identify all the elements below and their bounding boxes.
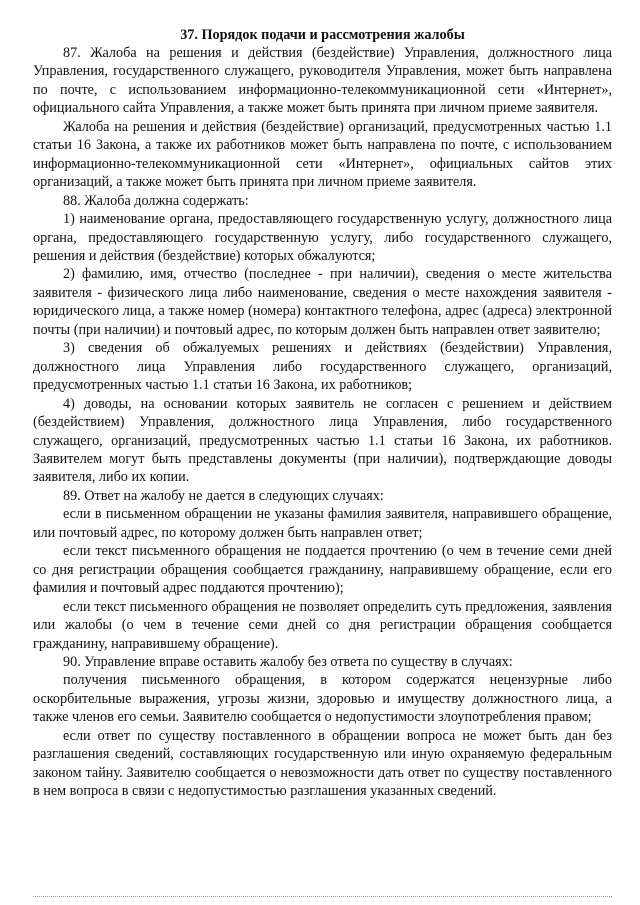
paragraph-89-case-3: если текст письменного обращения не позволяет определить суть предложения, заявления или жалобы (о чем в течение семи дней со дня регистрации обращения сообщается гражданину, направившему обращение).: [33, 598, 612, 652]
paragraph-90: 90. Управление вправе оставить жалобу без ответа по существу в случаях:: [63, 653, 513, 670]
paragraph-88-item-1: 1) наименование органа, предоставляющего государственную услугу, должностного лица органа, предоставляющего государственную услугу, либо государственного служащего, решения и действия (бездействие) которых обжалуются;: [33, 211, 612, 264]
paragraph-88-item-4: 4) доводы, на основании которых заявитель не согласен с решением и действием (бездействием) Управления, должностного лица Управления, либо государственного служащего, организаций, предусмотренных частью 1.1 статьи 16 Закона, их работников. Заявителем могут быть представлены документы (при наличии), подтверждающие доводы заявителя, либо их копии.: [33, 395, 612, 486]
paragraph-87: 87. Жалоба на решения и действия (бездействие) Управления, должностного лица Управления, государственного служащего, руководителя Управления, может быть направлена по почте, с использованием информационно-телекоммуникационной сети «Интернет», официального сайта Управления, а также может быть принята при личном приеме заявителя.: [33, 45, 612, 117]
paragraph-87-organizations: Жалоба на решения и действия (бездействие) организаций, предусмотренных частью 1.1 статьи 16 Закона, а также их работников может быть направлена по почте, с использованием информационно-телекоммуникационной сети «Интернет», официальных сайтов этих организаций, а также может быть принята при личном приеме заявителя.: [33, 118, 612, 191]
paragraph-88-item-2: 2) фамилию, имя, отчество (последнее - при наличии), сведения о месте жительства заявителя - физического лица либо наименование, сведения о месте нахождения заявителя - юридического лица, а также номер (номера) контактного телефона, адрес (адреса) электронной почты (при наличии) и почтовый адрес, по которым должен быть направлен ответ заявителю;: [33, 266, 612, 338]
paragraph-88: 88. Жалоба должна содержать:: [63, 192, 249, 209]
paragraph-90-case-2: если ответ по существу поставленного в обращении вопроса не может быть дан без разглашения сведений, составляющих государственную или иную охраняемую федеральным законом тайну. Заявителю сообщается о невозможности дать ответ по существу поставленного в нем вопроса в связи с недопустимостью разглашения указанных сведений.: [33, 727, 612, 800]
paragraph-88-item-3: 3) сведения об обжалуемых решениях и действиях (бездействии) Управления, должностного лица Управления либо государственного служащего, организаций, предусмотренных частью 1.1 статьи 16 Закона, их работников;: [33, 340, 612, 394]
paragraph-89-case-1: если в письменном обращении не указаны фамилия заявителя, направившего обращение, или почтовый адрес, по которому должен быть направлен ответ;: [33, 506, 612, 541]
paragraph-89: 89. Ответ на жалобу не дается в следующих случаях:: [63, 487, 384, 504]
paragraph-90-case-1: получения письменного обращения, в котором содержатся нецензурные либо оскорбительные выражения, угрозы жизни, здоровью и имуществу должностного лица, а также членов его семьи. Заявителю сообщается о недопустимости злоупотребления правом;: [33, 672, 612, 726]
footer-divider: [33, 896, 612, 897]
paragraph-89-case-2: если текст письменного обращения не поддается прочтению (о чем в течение семи дней со дня регистрации обращения сообщается гражданину, направившему обращение, если его фамилия и почтовый адрес поддаются прочтению);: [33, 543, 612, 597]
section-title: 37. Порядок подачи и рассмотрения жалобы: [180, 27, 465, 43]
